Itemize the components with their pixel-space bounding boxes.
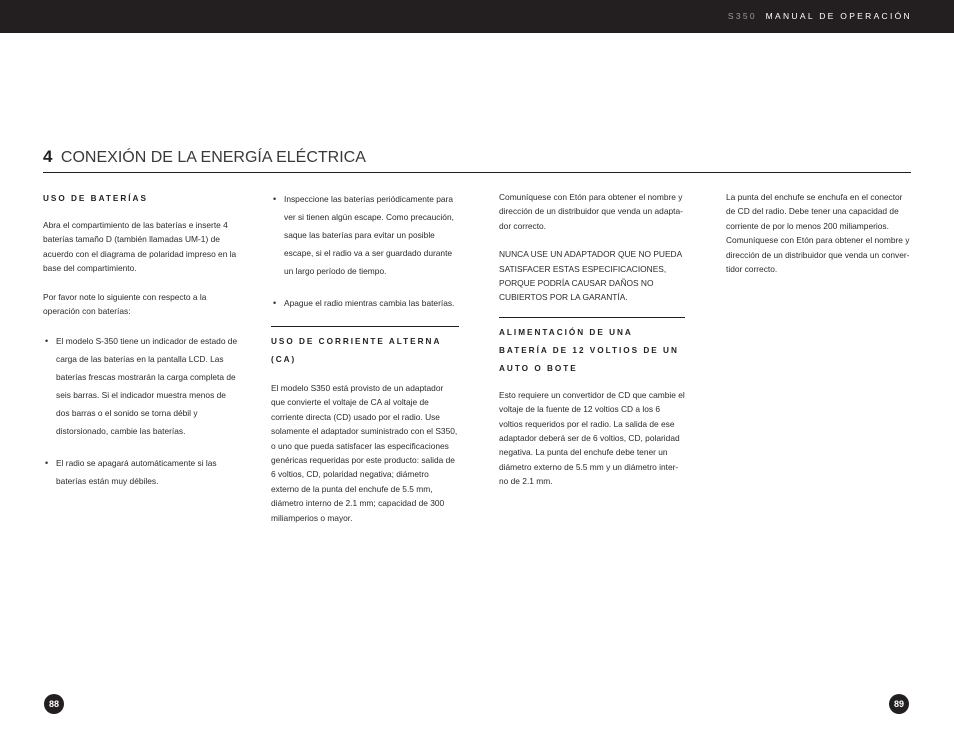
turn-off-bullet: • Apague el radio mientras cambia las baterías.: [271, 294, 459, 312]
column-2: [271, 190, 459, 525]
section-heading: [43, 147, 366, 167]
header-bar: [0, 0, 954, 33]
car-battery-paragraph: Esto requiere un convertidor de CD que cambie el voltaje de la fuente de 12 voltios CD a los 6 voltios requeridos por el radio. La salida de ese adaptador deberá ser de 6 voltios, CD, polaridad negativa. La punta del enchufe debe tener un diámetro externo de 5.5 mm y un diámetro inter-no de 2.1 mm.: [499, 389, 685, 487]
batteries-paragraph-1: Abra el compartimiento de las baterías e inserte 4 baterías tamaño D (también llamadas UM-1) de acuerdo con el diagrama de polaridad impreso en la base del compartimiento.: [43, 220, 237, 274]
batteries-paragraph-2: Por favor note lo siguiente con respecto a la operación con baterías:: [43, 291, 207, 317]
ac-power-heading: USO DE CORRIENTE ALTERNA (CA): [271, 326, 459, 369]
page-number-right: 89: [889, 694, 909, 714]
plug-paragraph: La punta del enchufe se enchufa en el conector de CD del radio. Debe tener una capacidad de corriente de por lo menos 200 miliamperios. Comuníquese con Etón para obtener el nombre y dirección de un distribuidor que venda un conver-tidor correcto.: [726, 192, 910, 275]
column-4: [726, 190, 912, 276]
contact-eton-paragraph: Comuníquese con Etón para obtener el nombre y dirección de un distribuidor que venda un adapta-dor correcto.: [499, 192, 683, 231]
section-title: CONEXIÓN DE LA ENERGÍA ELÉCTRICA: [60, 149, 366, 166]
car-battery-heading: ALIMENTACIÓN DE UNA BATERÍA DE 12 VOLTIOS DE UN AUTO O BOTE: [499, 317, 685, 378]
ac-power-paragraph: El modelo S350 está provisto de un adaptador que convierte el voltaje de CA al voltaje de corriente directa (CD) usado por el radio. Use solamente el adaptador suministrado con el S350, o uno que pueda satisfacer las especificaciones genéricas requeridas por este producto: salida de 6 voltios, CD, polaridad negativa; diámetro externo de la punta del enchufe de 5.5 mm, diámetro interno de 2.1 mm; capacidad de 300 miliamperios o mayor.: [271, 383, 458, 523]
section-number: 4: [43, 147, 53, 166]
battery-indicator-bullet: • El modelo S-350 tiene un indicador de estado de carga de las baterías en la pantalla LCD. Las baterías frescas mostrarán la carga completa de seis barras. Si el indicador muestra menos de dos barras o el sonido se torna débil y distorsionado, cambie las baterías.: [43, 332, 238, 440]
warning-paragraph: NUNCA USE UN ADAPTADOR QUE NO PUEDA SATISFACER ESTAS ESPECIFICACIONES, PORQUE PODRÍA CAUSAR DAÑOS NO CUBIERTOS POR LA GARANTÍA.: [499, 249, 682, 303]
batteries-heading: USO DE BATERÍAS: [43, 194, 148, 203]
page-number-left: 88: [44, 694, 64, 714]
header-model: S350: [727, 11, 757, 21]
column-1: [43, 190, 238, 490]
inspect-batteries-bullet: • Inspeccione las baterías periódicamente para ver si tienen algún escape. Como precaución, saque las baterías para evitar un posible escape, si el radio va a ser guardado durante un largo período de tiempo.: [271, 190, 459, 280]
heading-divider: [43, 172, 911, 173]
header-manual-title: MANUAL DE OPERACIÓN: [765, 11, 912, 21]
column-3: [499, 190, 685, 489]
header-title: [728, 11, 912, 21]
auto-off-bullet: • El radio se apagará automáticamente si las baterías están muy débiles.: [43, 454, 238, 490]
